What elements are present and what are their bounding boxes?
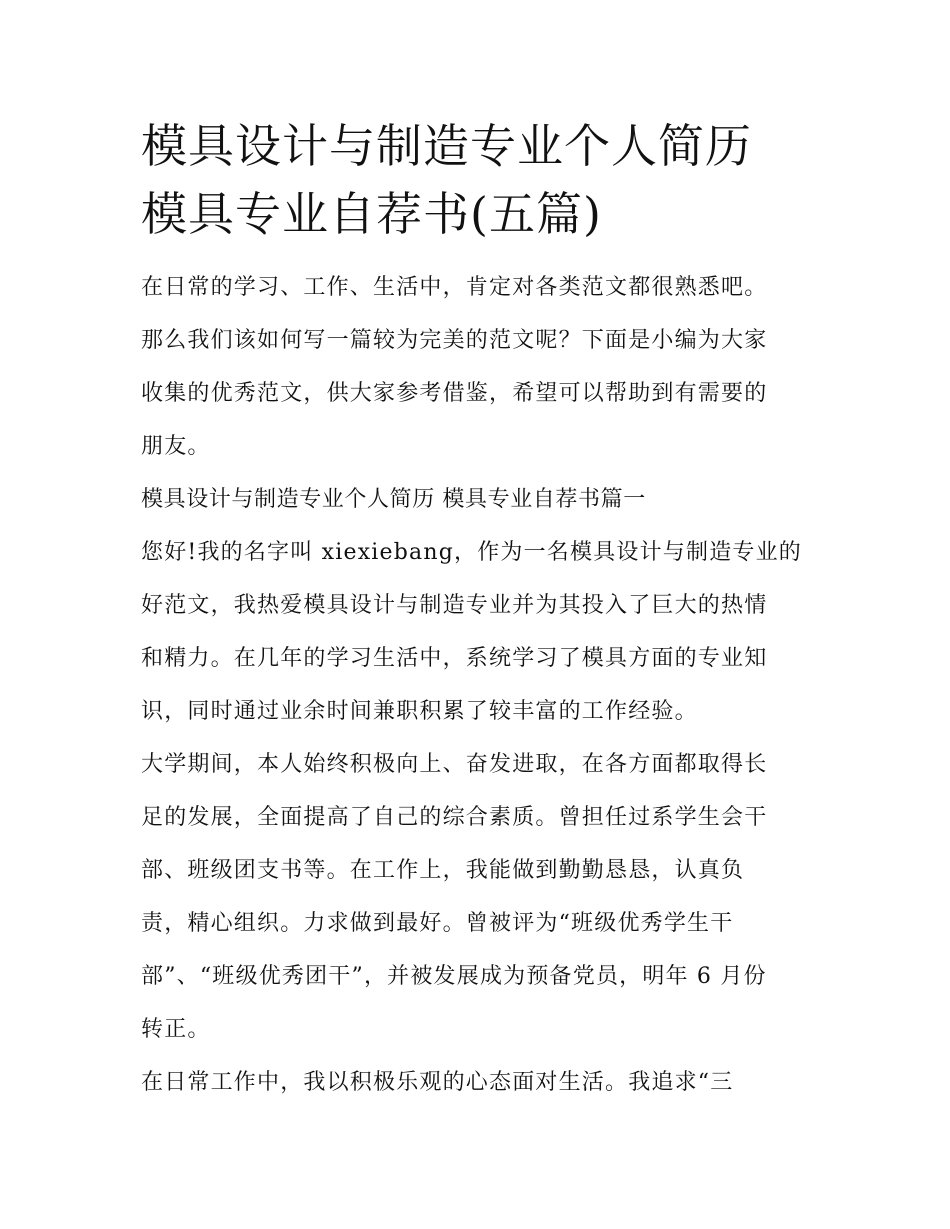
paragraph-line: 大学期间，本人始终积极向上、奋发进取，在各方面都取得长: [141, 752, 768, 777]
section-heading: 模具设计与制造专业个人简历 模具专业自荐书篇一: [141, 487, 646, 512]
document-body: [141, 112, 817, 1109]
intro-line: 收集的优秀范文，供大家参考借鉴，希望可以帮助到有需要的: [141, 381, 768, 406]
paragraph-line: 在日常工作中，我以积极乐观的心态面对生活。我追求“三: [141, 1070, 734, 1095]
body-paragraph-3: [141, 1056, 817, 1109]
title-line-1: 模具设计与制造专业个人简历: [141, 119, 752, 173]
title-line-2: 模具专业自荐书(五篇): [141, 187, 602, 241]
body-paragraph-1: [141, 526, 817, 738]
paragraph-line: 足的发展，全面提高了自己的综合素质。曾担任过系学生会干: [141, 805, 768, 830]
paragraph-line: 好范文，我热爱模具设计与制造专业并为其投入了巨大的热情: [141, 593, 768, 618]
body-paragraph-2: [141, 738, 817, 1056]
paragraph-line: 部、班级团支书等。在工作上，我能做到勤勤恳恳，认真负: [141, 858, 745, 883]
paragraph-line: 和精力。在几年的学习生活中，系统学习了模具方面的专业知: [141, 646, 768, 671]
paragraph-line: 您好!我的名字叫 xiexiebang，作为一名模具设计与制造专业的: [141, 540, 803, 565]
paragraph-line: 转正。: [141, 1017, 211, 1042]
intro-line: 那么我们该如何写一篇较为完美的范文呢？下面是小编为大家: [141, 328, 768, 353]
paragraph-line: 识，同时通过业余时间兼职积累了较丰富的工作经验。: [141, 699, 698, 724]
paragraph-line: 责，精心组织。力求做到最好。曾被评为“班级优秀学生干: [141, 911, 734, 936]
intro-paragraph: [141, 261, 817, 473]
paragraph-line: 部”、“班级优秀团干”，并被发展成为预备党员，明年 6 月份: [141, 964, 767, 989]
document-title: [141, 112, 817, 248]
intro-line: 朋友。: [141, 434, 211, 459]
intro-line: 在日常的学习、工作、生活中，肯定对各类范文都很熟悉吧。: [141, 275, 768, 300]
